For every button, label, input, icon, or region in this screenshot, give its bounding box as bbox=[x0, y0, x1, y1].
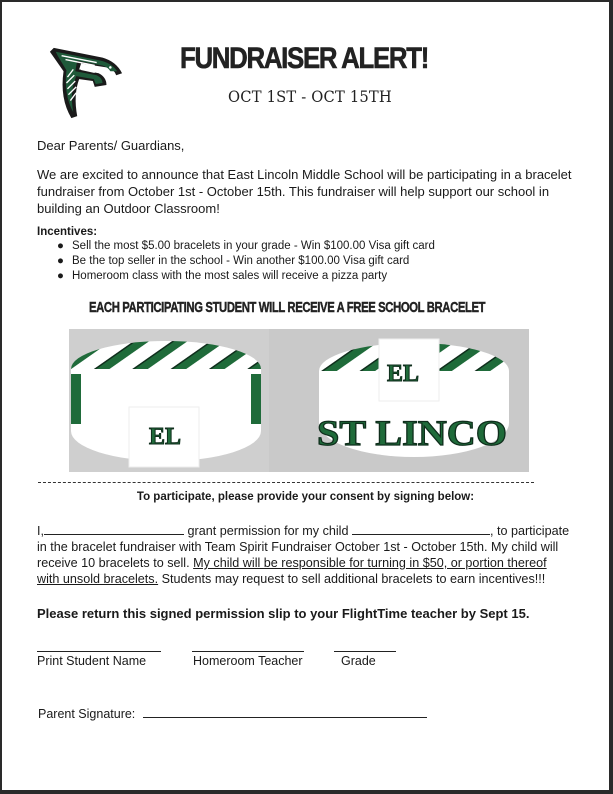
intro-line: building an Outdoor Classroom! bbox=[37, 201, 220, 216]
responsibility-text: My child will be responsible for turning in $50, or portion thereof bbox=[193, 556, 547, 570]
fundraiser-dates: OCT 1ST - OCT 15TH bbox=[228, 87, 392, 106]
salutation: Dear Parents/ Guardians, bbox=[37, 138, 185, 153]
consent-heading: To participate, please provide your consent by signing below: bbox=[136, 491, 475, 503]
incentives-heading: Incentives: bbox=[37, 226, 98, 238]
parent-name-blank[interactable] bbox=[44, 522, 184, 535]
consent-line: in the bracelet fundraiser with Team Spirit Fundraiser October 1st - October 15th. My child will bbox=[37, 540, 559, 554]
parent-signature-line[interactable] bbox=[143, 705, 427, 718]
list-item: ● Homeroom class with the most sales will receive a pizza party bbox=[57, 270, 388, 282]
cut-line-divider bbox=[38, 482, 534, 483]
grade-line[interactable] bbox=[334, 651, 396, 652]
flyer-page bbox=[2, 2, 609, 790]
responsibility-text: with unsold bracelets. bbox=[37, 572, 159, 586]
child-name-blank[interactable] bbox=[352, 522, 490, 535]
consent-line: I, grant permission for my child , to participate bbox=[37, 524, 570, 538]
free-bracelet-banner: EACH PARTICIPATING STUDENT WILL RECEIVE A FREE SCHOOL BRACELET bbox=[89, 300, 486, 316]
band-text: ST LINCO bbox=[317, 413, 507, 453]
bracelet-right bbox=[317, 339, 509, 457]
bracelet-left bbox=[71, 341, 261, 467]
page-title: FUNDRAISER ALERT! bbox=[180, 42, 429, 75]
incentives-list bbox=[57, 239, 435, 284]
parent-signature-label: Parent Signature: bbox=[38, 707, 136, 721]
falcon-logo-icon bbox=[46, 44, 124, 122]
homeroom-teacher-label: Homeroom Teacher bbox=[193, 654, 303, 668]
consent-line: with unsold bracelets. Students may request to sell additional bracelets to earn incentives!!! bbox=[37, 572, 546, 586]
student-name-line[interactable] bbox=[37, 651, 161, 652]
bullet-icon: ● bbox=[57, 270, 64, 282]
consent-paragraph bbox=[37, 522, 569, 587]
bullet-icon: ● bbox=[57, 255, 64, 267]
student-name-label: Print Student Name bbox=[37, 654, 147, 668]
monogram-right: EL bbox=[387, 361, 420, 387]
consent-line: receive 10 bracelets to sell. My child will be responsible for turning in $50, or portion thereof bbox=[37, 556, 547, 570]
bracelet-illustration bbox=[69, 329, 529, 472]
bullet-icon: ● bbox=[57, 240, 64, 252]
monogram-left: EL bbox=[149, 424, 182, 450]
intro-line: We are excited to announce that East Lincoln Middle School will be participating in a bracelet bbox=[37, 167, 572, 182]
homeroom-teacher-line[interactable] bbox=[192, 651, 304, 652]
intro-line: fundraiser from October 1st - October 15th. This fundraiser will help support our school in bbox=[37, 184, 550, 199]
parent-signature-field bbox=[38, 705, 427, 721]
list-item: ● Be the top seller in the school - Win another $100.00 Visa gift card bbox=[57, 255, 410, 267]
intro-paragraph bbox=[37, 166, 572, 217]
return-instructions: Please return this signed permission slip to your FlightTime teacher by Sept 15. bbox=[37, 606, 530, 621]
grade-label: Grade bbox=[341, 654, 376, 668]
bracelet-image bbox=[69, 329, 529, 472]
list-item: ● Sell the most $5.00 bracelets in your grade - Win $100.00 Visa gift card bbox=[57, 240, 435, 252]
